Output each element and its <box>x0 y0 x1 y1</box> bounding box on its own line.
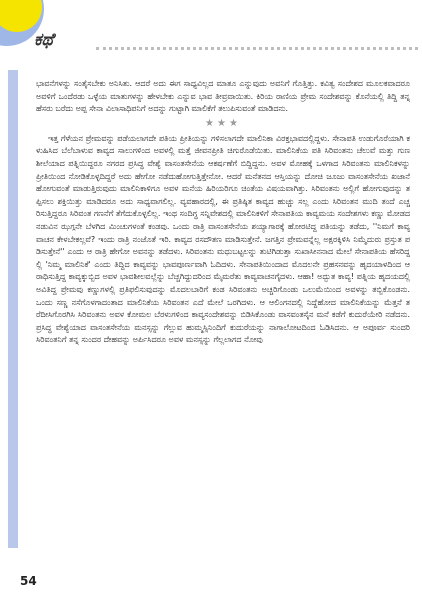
paragraph-2: ಇತ್ತ ಗೆಳೆಯನ ಪ್ರೇಮವನ್ನು ಪಡೆಯಲಾಗದೇ ಪತಿಯ ಪ್ರೀತಿಯನ್ನು ಗಳಿಸಲಾಗದೇ ಮಾಲಿನಿಕಾ ವಿರಕ್ತಭಾವದಲ್ಲಿದ್ದಳು. ಸೇನಾಪತಿ ಉಡುಗೊರೆಯಾಗಿ ಕಳುಹಿಸಿದ ಬೆಲೆಬಾಳುವ ಕಾವ್ಯದ ಸಾಲುಗಳಿಂದ ಅವಳಲ್ಲಿ ಮತ್ತೆ ಜೀವನಪ್ರೀತಿ ಚಿಗುರೊಡೆಯಿತು. ಮಾಲಿನಿಕೆಯ ಪತಿ ಸಿರಿವಂತನು ಚೆಲುವೆ ಮತ್ತು ಗುಣಶೀಲೆಯಾದ ಪತ್ನಿಯಿದ್ದರೂ ನಗರದ ಪ್ರಸಿದ್ಧ ವೇಶ್ಯೆ ವಾಸಂತಸೇನೆಯ ಆಕರ್ಷಣೆಗೆ ಬಿದ್ದಿದ್ದನು. ಅವಳ ಮೋಹಕ್ಕೆ ಒಳಗಾದ ಸಿರಿವಂತನು ಮಾಲಿನಿಕಳನ್ನು ಪ್ರೀತಿಯಿಂದ ನೋಡಿಕೊಳ್ಳದಿದ್ದರೆ ಅದು ಹೇಗೋ ನಡೆದುಹೋಗುತ್ತಿತ್ತೇನೋ. ಆದರೆ ಮನೆತನದ ಆಸ್ತಿಯನ್ನು ದೋಚಿ ಜೂಜು ವಾಸಂತಸೇನೆಯ ಖಜಾನೆ ಹೋಗುವಂತೆ ಮಾಡುತ್ತಿರುವುದು ಮಾಲಿನಿಕಾಳಿಗೂ ಅವಳ ಮನೆಯ ಹಿರಿಯರಿಗೂ ಚಿಂತೆಯ ವಿಷಯವಾಗಿತ್ತು. ಸಿರಿವಂತನು ಅಲ್ಲಿಗೆ ಹೋಗುವುದನ್ನು ತಪ್ಪಿಸಲು ಶಕ್ತಿಯಿತ್ತು ಮಾಡಿದರೂ ಅದು ಸಾಧ್ಯವಾಗಲಿಲ್ಲ. ವ್ಯವಹಾರದಲ್ಲಿ, ಈ ಪ್ರತಿಷ್ಠಿತ ಕಾವ್ಯದ ಹುಚ್ಚು ಸಲ್ಲ ಎಂದು ಸಿರಿವಂತನ ಮುದಿ ತಂದೆ ಎಚ್ಚರಿಸುತ್ತಿದ್ದರೂ ಸಿರಿವಂತ ಗಣನೆಗೆ ತೆಗೆದುಕೊಳ್ಳಲಿಲ್ಲ. ಇಂಥ ಸಂದಿಗ್ಧ ಸನ್ನಿವೇಶದಲ್ಲಿ ಮಾಲಿನಿಕಳಿಗೆ ಸೇನಾಪತಿಯ ಕಾವ್ಯಮಯ ಸಂದೇಶಗಳು ಕಣ್ಣು ಮೋಡದ ನಡುವಿನ ಝಗ್ಗನೇ ಬೆಳಗಿದ ಮಿಂಚುಗಳಂತೆ ಕಂಡವು. ಒಂದು ರಾತ್ರಿ ವಾಸಂತಸೇನೆಯ ಶಯ್ಯಾಗಾರಕ್ಕೆ ಹೋರಟಿದ್ದ ಪತಿಯನ್ನು ತಡೆದು, ''ನಿಮಗೆ ಕಾವ್ಯ ವಾಚನ ಕೇಳಬೇಕಲ್ಲವೆ? ಇಂದು ರಾತ್ರಿ ನಂಜೊತೆ ಇರಿ. ಕಾವ್ಯದ ರಸದೌತಣ ಮಾಡಿಸುತ್ತೇನೆ. ಜಗತ್ತಿನ ಪ್ರೇಮವನ್ನೆಲ್ಲ ಅಕ್ಷರಕ್ಕಿಳಿಸಿ ನಿಮ್ಮೆದುರು ಪ್ರಸ್ತುತ ಪಡಿಸುತ್ತೇನೆ'' ಎಂದು ಆ ರಾತ್ರಿ ಹೇಗೋ ಅವನನ್ನು ತಡೆದಳು. ಸಿರಿವಂತನು ಮಧುಬಟ್ಟಲನ್ನು ತುಟಿಗಿಡುತ್ತಾ ಸುಖಾಸೀನನಾದ ಮೇಲೆ ಸೇನಾಪತಿಯ ಹೆಸರಿದ್ದಲ್ಲಿ 'ನಿಮ್ಮ ಮಾಲಿನಿಕೆ' ಎಂದು ತಿದ್ದಿದ ಕಾವ್ಯವನ್ನು ಭಾವಪೂರ್ಣವಾಗಿ ಓದಿದಳು. ಸೇನಾಪತಿಯಿಂದಾದ ಮೊದಲನೇ ಪ್ರಹಸನವನ್ನು ಹೃದಯಾಳದಿಂದ ಆರಾಧಿಸುತ್ತಿದ್ದ ಕಾವ್ಯಕ್ಕುಬ್ಬಿದ ಅವಳ ಭಾವಶೀಲವಲ್ಲೆನ್ನು ಬೆಚ್ಚಗಿದ್ದುದರಿಂದ ಮೈಮರೆತು ಕಾವ್ಯವಾಚನಗೈದಳು. ಆಹಾ! ಅದ್ಭುತ ಕಾವ್ಯ! ಪತ್ನಿಯ ಹೃದಯದಲ್ಲಿ ಅವಿತಿದ್ದ ಪ್ರೇಮವು ಕಣ್ಣುಗಳಲ್ಲಿ ಪ್ರತಿಫಲಿಸುವುದನ್ನು ಮೊದಲಬಾರಿಗೆ ಕಂಡ ಸಿರಿವಂತನು ಅಚ್ಚರಿಗೊಂಡು ಒಲುಮೆಯಿಂದ ಅವಳನ್ನು ತಬ್ಬಿಕೊಂಡನು. ಒಂದು ಸಣ್ಣ ನಸೆಗೊಳಗಾದಂತಾದ ಮಾಲಿನಿಕೆಯ ಸಿರಿವಂತನ ಎದೆ ಮೇಲೆ ಒರಗಿದಳು. ಆ ಆಲಿಂಗನದಲ್ಲಿ ನಿದ್ದೆಹೋದ ಮಾಲಿನಿಕೆಯನ್ನು ಮೆತ್ತನೆ ತರೆದೀಸಿಗೊರಗಿಸಿ ಸಿರಿವಂತನು ಅವಳ ಕೋಮಲ ಬೆರಳುಗಳಿಂದ ಕಾವ್ಯಸಂದೇಶವನ್ನು ಬಿಡಿಸಿಕೊಂಡು ವಾಸವಂತಸೈನ ಮನೆ ಕಡೆಗೆ ಕುದುರೆಯೇರಿ ನಡೆದನು. ಪ್ರಸಿದ್ಧ ವೇಶ್ಯೆಯಾದ ವಾಸಂತಸೇನೆಯ ಮನಸ್ಸನ್ನು ಗೆಲ್ಲುವ ಹುಮ್ಮಸ್ಸಿನಿಂದಿಗೆ ಕುದುರೆಯನ್ನು ನಾಗಾಲೋಟದಿಂದ ಓಡಿಸಿದನು. ಆ ಅಪೂರ್ವ ಸುಂದರಿ ಸಿರಿವಂತನಿಗೆ ತನ್ನ ಸುಂದರ ದೇಹವನ್ನು ಅರ್ಪಿಸಿದರೂ ಅವಳ ಮನಸ್ಸನ್ನು ಗೆಲ್ಲಲಾಗದ ನೋವು <box>36 133 410 345</box>
paragraph-1: ಭಾವನೆಗಳನ್ನು ಸಂತೈಸಬೇಕು ಅನಿಸಿತು. ಆದರೆ ಅದು ಈಗ ಸಾಧ್ಯವಿಲ್ಲದ ಮಾತೂ ಎನ್ನುವುದು ಅವನಿಗೆ ಗೊತ್ತಿತ್ತು. ಕವಿತ್ವ ಸಂದೇಶದ ಮೂಲಕವಾದರೂ ಅವಳಿಗೆ ಒಂದೆರಡು ಒಳ್ಳೆಯ ಮಾತುಗಳನ್ನು ಹೇಳಬೇಕು ಎನ್ನುವ ಭಾವ ತೀವ್ರವಾಯಿತು. ಕಿರಿಯ ರಾಣಿಯ ಪ್ರೇಮ ಸಂದೇಶವನ್ನು ಕೊನೆಯಲ್ಲಿ ತಿದ್ದಿ ತನ್ನ ಹೆಸರು ಬರೆದು ಅಪ್ಪ ಸೇನಾ ವಿಲಾಸಾಧಿಪನಿಗೆ ಅದನ್ನು ಗುಟ್ಟಾಗಿ ಮಾಲಿಕೆಗೆ ತಲುಪಿಸುವಂತೆ ಮಾಡಿದನು. <box>36 79 410 114</box>
article-body <box>36 78 410 347</box>
page-number: 54 <box>20 574 37 588</box>
section-separator: ★★★ <box>205 117 241 129</box>
header-dotted-rule <box>96 47 418 50</box>
section-title: ಕಥೆ <box>34 30 54 50</box>
left-margin-bar <box>8 70 18 548</box>
